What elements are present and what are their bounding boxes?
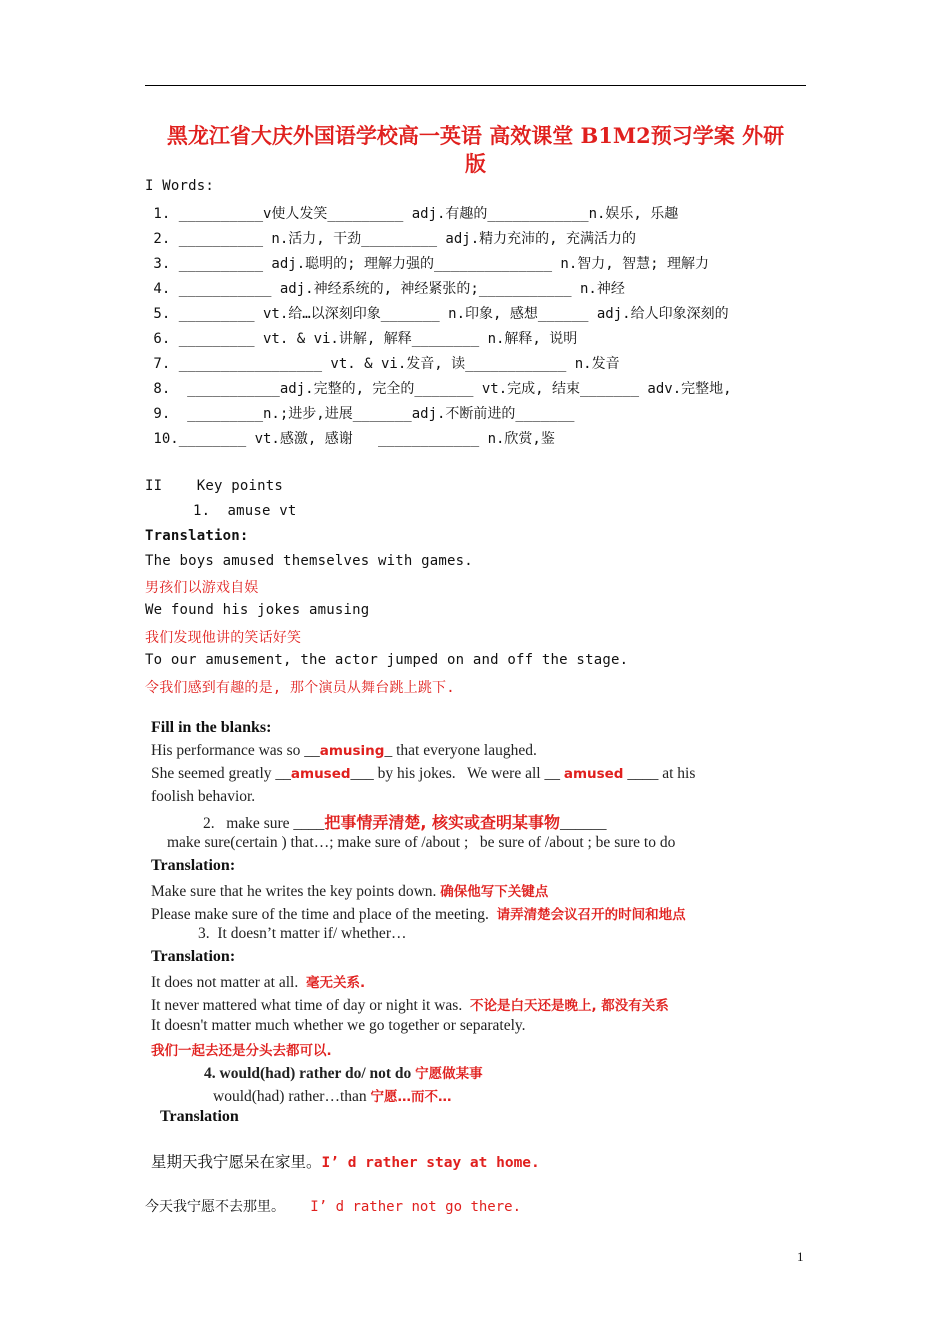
words-line-5: 5. _________ vt.给…以深刻印象_______ n.印象, 感想______ adj.给人印象深刻的 bbox=[145, 306, 729, 322]
keypoint-2-example-2-en: Please make sure of the time and place of the meeting. bbox=[151, 906, 489, 923]
keypoint-2-usage: make sure(certain ) that…; make sure of /about ; be sure of /about ; be sure to do bbox=[167, 834, 676, 851]
keypoint-2-line bbox=[203, 810, 607, 833]
words-line-1: 1. __________v使人发笑_________ adj.有趣的____________n.娱乐, 乐趣 bbox=[145, 206, 679, 222]
keypoint-2-text-a: 2. make sure ____ bbox=[203, 815, 325, 832]
example-3-en: To our amusement, the actor jumped on and off the stage. bbox=[145, 652, 629, 668]
rather-example-2-zh: 今天我宁愿不去那里。 bbox=[145, 1199, 285, 1215]
translation-label-3: Translation: bbox=[151, 948, 236, 965]
keypoint-3-example-1-en: It does not matter at all. bbox=[151, 974, 299, 991]
document-title bbox=[145, 122, 806, 178]
keypoint-4-line-2-text: would(had) rather…than bbox=[213, 1088, 371, 1105]
rather-example-1-zh: 星期天我宁愿呆在家里。 bbox=[151, 1153, 322, 1171]
words-line-4: 4. ___________ adj.神经系统的, 神经紧张的;___________ n.神经 bbox=[145, 281, 625, 297]
fill-blanks-heading: Fill in the blanks: bbox=[151, 719, 272, 736]
keypoint-4-zh: 宁愿做某事 bbox=[415, 1066, 483, 1082]
keypoint-3-example-3-en: It doesn't matter much whether we go together or separately. bbox=[151, 1017, 526, 1034]
keypoint-3-example-1-zh: 毫无关系. bbox=[305, 975, 366, 991]
fill-line-3: foolish behavior. bbox=[151, 788, 256, 805]
keypoint-3: 3. It doesn’t matter if/ whether… bbox=[198, 925, 407, 942]
words-line-3: 3. __________ adj.聪明的; 理解力强的______________ n.智力, 智慧; 理解力 bbox=[145, 256, 710, 272]
title-line-2: 版 bbox=[465, 151, 486, 176]
keypoint-3-example-3-zh-line bbox=[151, 1039, 332, 1060]
keypoint-2-answer: 把事情弄清楚, 核实或查明某事物 bbox=[324, 813, 561, 832]
rather-example-2 bbox=[145, 1196, 521, 1216]
fill-answer-amused-2: amused bbox=[563, 766, 624, 782]
example-1-en: The boys amused themselves with games. bbox=[145, 553, 473, 569]
example-2-en: We found his jokes amusing bbox=[145, 602, 370, 618]
rather-example-2-en: I’ d rather not go there. bbox=[310, 1199, 522, 1215]
keypoint-3-example-1 bbox=[151, 971, 365, 992]
keypoint-4-line-2-zh: 宁愿…而不… bbox=[370, 1089, 452, 1105]
example-3-zh: 令我们感到有趣的是, 那个演员从舞台跳上跳下. bbox=[145, 680, 455, 696]
keypoint-4-line-2 bbox=[213, 1085, 452, 1106]
fill-line-1-text-a: His performance was so __ bbox=[151, 742, 320, 759]
keypoint-4-text: 4. would(had) rather do/ not do bbox=[204, 1065, 416, 1082]
rather-example-1-en: I’ d rather stay at home. bbox=[321, 1155, 540, 1171]
words-line-10: 10.________ vt.感激, 感谢 ____________ n.欣赏,鉴 bbox=[145, 431, 555, 447]
keypoint-3-example-3-zh: 我们一起去还是分头去都可以. bbox=[151, 1043, 332, 1059]
translation-label-2: Translation: bbox=[151, 857, 236, 874]
fill-answer-amused-1: amused bbox=[290, 766, 351, 782]
keypoint-3-example-2-en: It never mattered what time of day or night it was. bbox=[151, 997, 463, 1014]
fill-line-2-text-a: She seemed greatly __ bbox=[151, 765, 291, 782]
rather-example-1 bbox=[151, 1150, 540, 1172]
fill-line-2-text-b: ___ by his jokes. We were all __ bbox=[350, 765, 564, 782]
example-1-zh: 男孩们以游戏自娱 bbox=[145, 580, 259, 596]
keypoint-2-example-2-zh: 请弄清楚会议召开的时间和地点 bbox=[496, 907, 686, 923]
example-2-zh: 我们发现他讲的笑话好笑 bbox=[145, 630, 302, 646]
translation-label: Translation: bbox=[145, 528, 249, 544]
keypoint-2-example-1-en: Make sure that he writes the key points down. bbox=[151, 883, 437, 900]
keypoint-3-example-2-zh: 不论是白天还是晚上, 都没有关系 bbox=[469, 998, 669, 1014]
page-number: 1 bbox=[797, 1249, 804, 1264]
keypoint-2-example-1-zh: 确保他写下关键点 bbox=[440, 884, 549, 900]
fill-line-2 bbox=[151, 765, 695, 783]
words-line-6: 6. _________ vt. & vi.讲解, 解释________ n.解释, 说明 bbox=[145, 331, 578, 347]
words-line-9: 9. _________n.;进步,进展_______adj.不断前进的_______ bbox=[145, 406, 575, 422]
translation-label-4: Translation bbox=[160, 1108, 239, 1125]
section-keypoints-heading: II Key points bbox=[145, 478, 284, 494]
words-line-2: 2. __________ n.活力, 干劲_________ adj.精力充沛的, 充满活力的 bbox=[145, 231, 637, 247]
words-line-7: 7. _________________ vt. & vi.发音, 读____________ n.发音 bbox=[145, 356, 620, 372]
fill-line-2-text-c: ____ at his bbox=[623, 765, 696, 782]
section-words-heading: I Words: bbox=[145, 178, 215, 194]
top-rule bbox=[145, 85, 806, 86]
title-line-1: 黑龙江省大庆外国语学校高一英语 高效课堂 B1M2预习学案 外研 bbox=[166, 123, 785, 148]
keypoint-1: 1. amuse vt bbox=[193, 503, 297, 519]
keypoint-2-text-b: ______ bbox=[560, 815, 607, 832]
fill-line-1 bbox=[151, 742, 537, 760]
keypoint-3-example-2 bbox=[151, 994, 669, 1015]
words-line-8: 8. ___________adj.完整的, 完全的_______ vt.完成, 结束_______ adv.完整地, bbox=[145, 381, 732, 397]
fill-line-1-text-b: _ that everyone laughed. bbox=[384, 742, 537, 759]
keypoint-2-example-2 bbox=[151, 903, 686, 924]
keypoint-4-line-1 bbox=[204, 1062, 483, 1083]
keypoint-2-example-1 bbox=[151, 880, 548, 901]
fill-answer-amusing: amusing bbox=[319, 743, 385, 759]
